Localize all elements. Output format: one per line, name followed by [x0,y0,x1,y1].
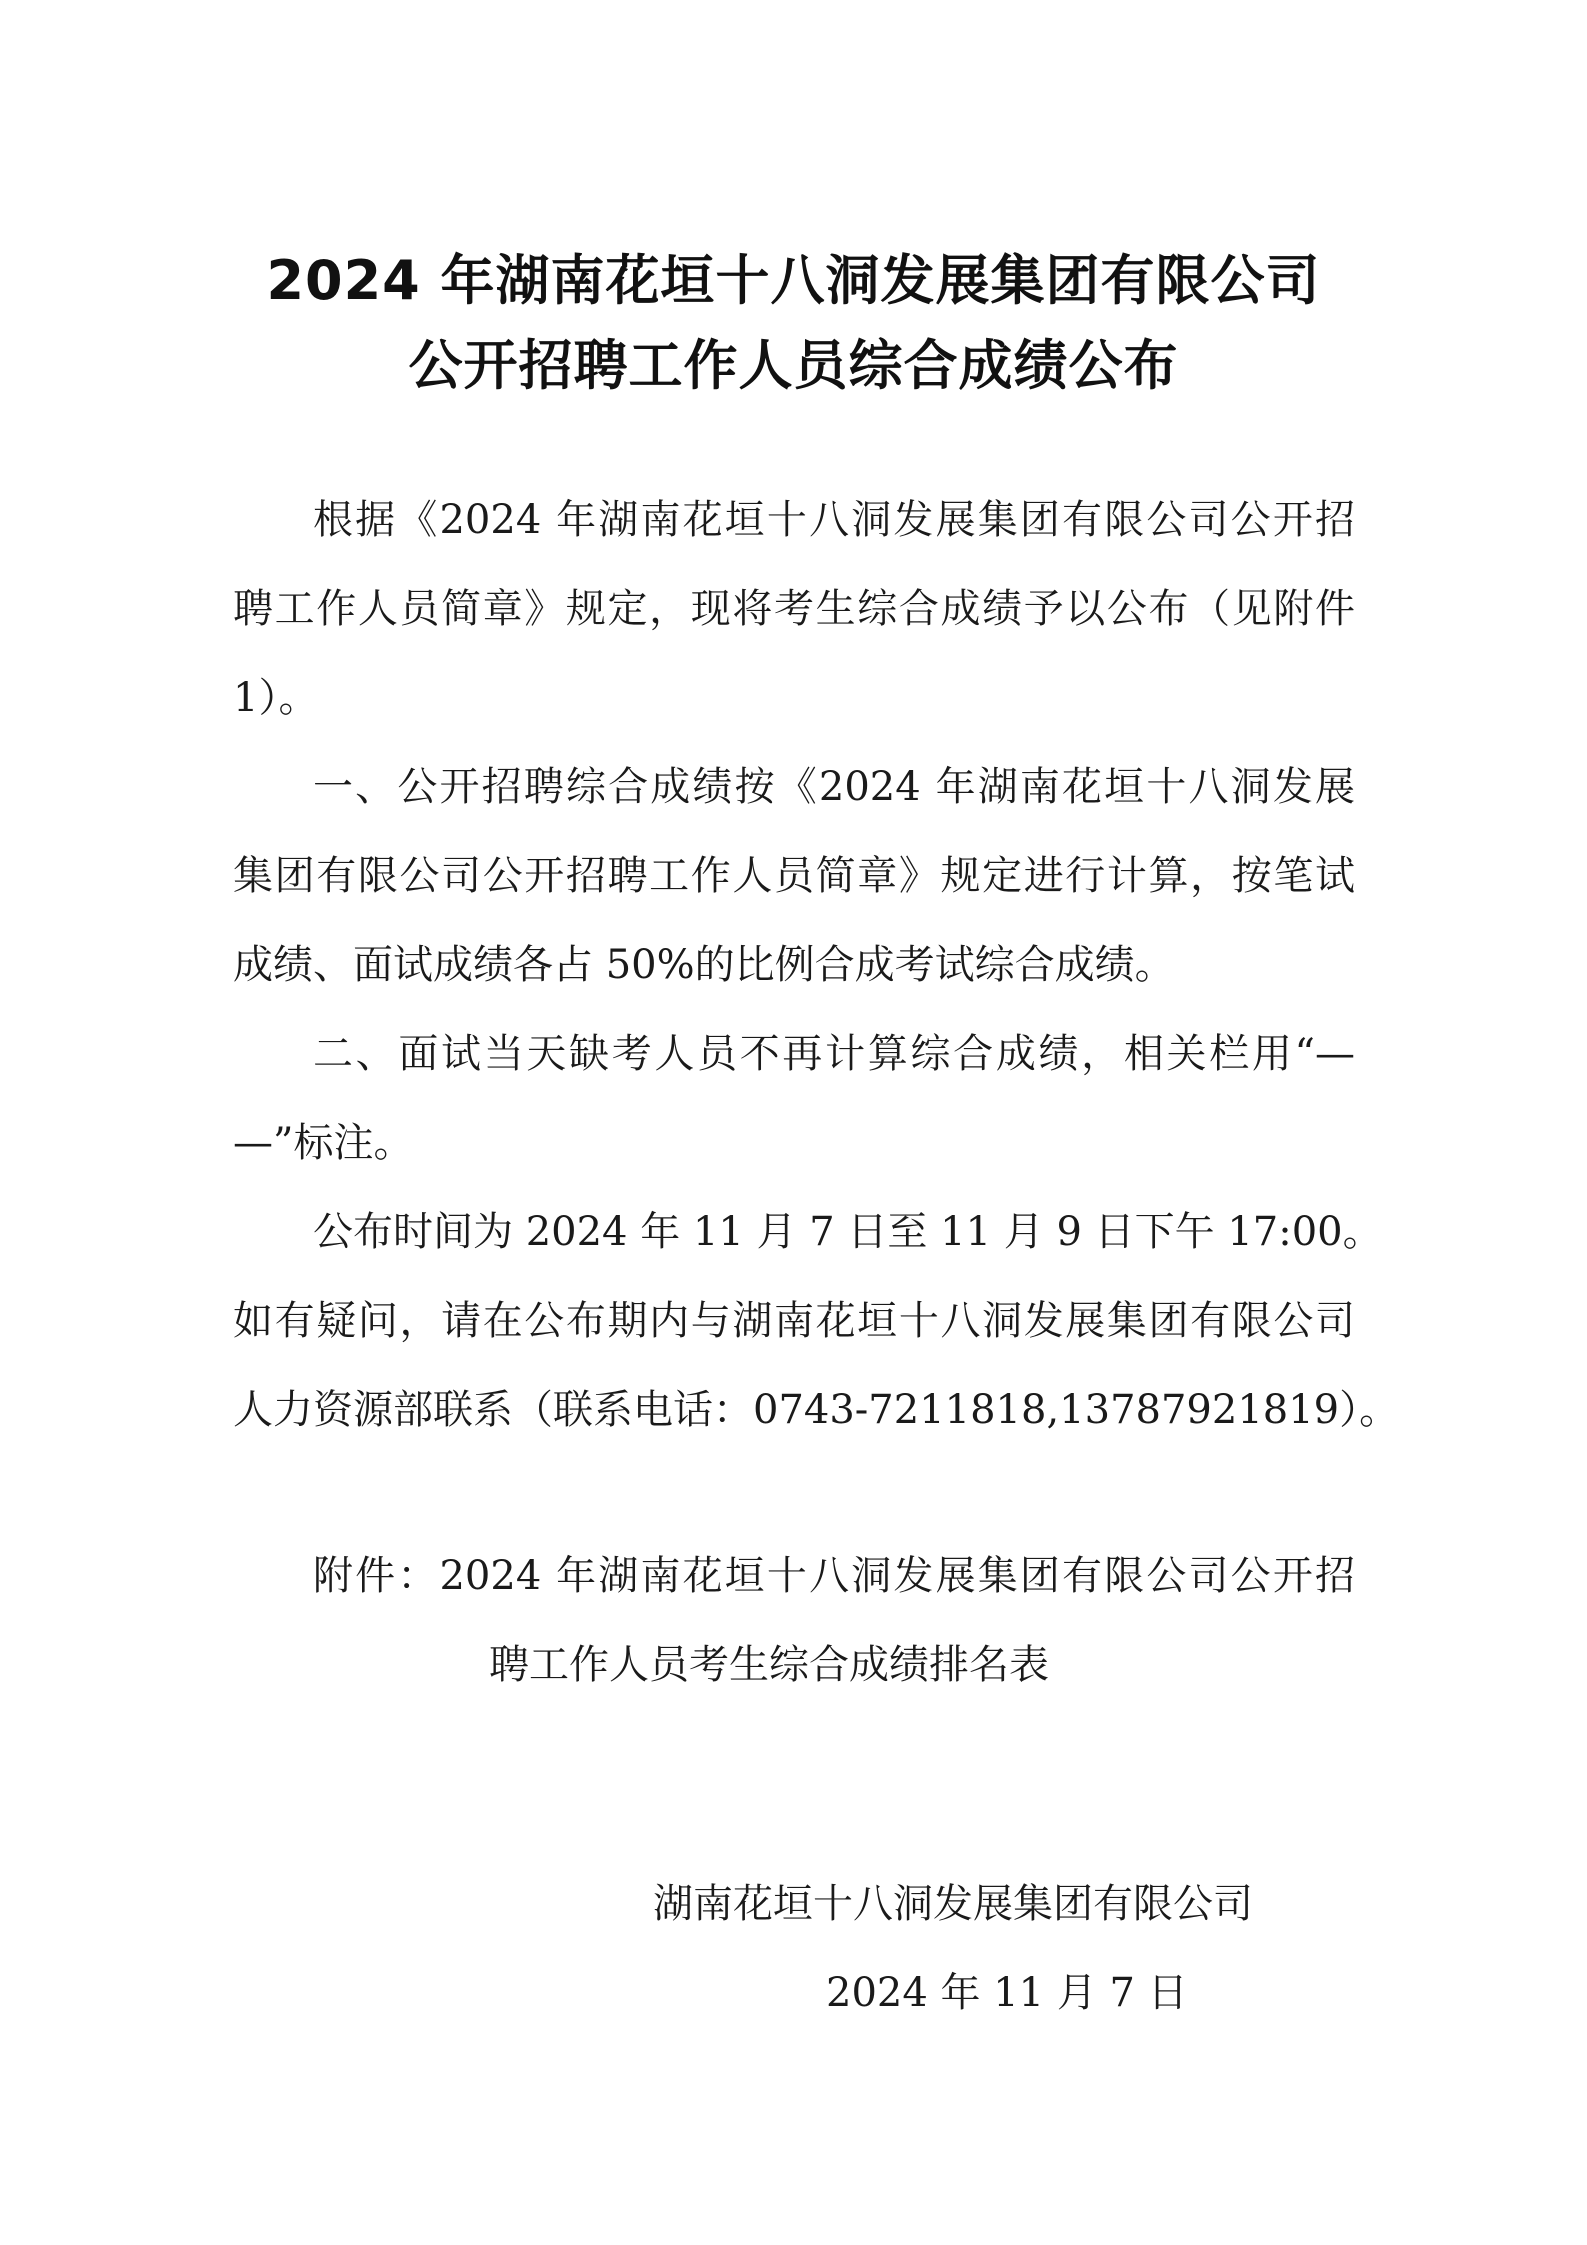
paragraph-4-line-2: 如有疑问，请在公布期内与湖南花垣十八洞发展集团有限公司 [233,1298,1355,1344]
paragraph-4-line-3: 人力资源部联系（联系电话：0743-7211818,13787921819）。 [233,1387,1400,1433]
document-title-line-1: 2024 年湖南花垣十八洞发展集团有限公司 [266,249,1321,312]
paragraph-2-line-1: 一、公开招聘综合成绩按《2024 年湖南花垣十八洞发展 [313,764,1355,810]
paragraph-4-line-1: 公布时间为 2024 年 11 月 7 日至 11 月 9 日下午 17:00。 [313,1209,1383,1255]
paragraph-1-line-2: 聘工作人员简章》规定，现将考生综合成绩予以公布（见附件 [233,586,1355,632]
document-title-line-2: 公开招聘工作人员综合成绩公布 [408,334,1179,397]
paragraph-1-line-3: 1）。 [233,675,319,721]
attachment-line-1: 附件：2024 年湖南花垣十八洞发展集团有限公司公开招 [313,1553,1355,1599]
signature-organization: 湖南花垣十八洞发展集团有限公司 [653,1881,1253,1927]
paragraph-2-line-2: 集团有限公司公开招聘工作人员简章》规定进行计算，按笔试 [233,853,1355,899]
paragraph-3-line-1: 二、面试当天缺考人员不再计算综合成绩，相关栏用“— [313,1031,1355,1077]
attachment-line-2: 聘工作人员考生综合成绩排名表 [489,1642,1049,1688]
paragraph-2-line-3: 成绩、面试成绩各占 50%的比例合成考试综合成绩。 [233,942,1175,988]
paragraph-1-line-1: 根据《2024 年湖南花垣十八洞发展集团有限公司公开招 [313,497,1355,543]
paragraph-3-line-2: —”标注。 [233,1120,414,1166]
signature-date: 2024 年 11 月 7 日 [826,1970,1188,2016]
